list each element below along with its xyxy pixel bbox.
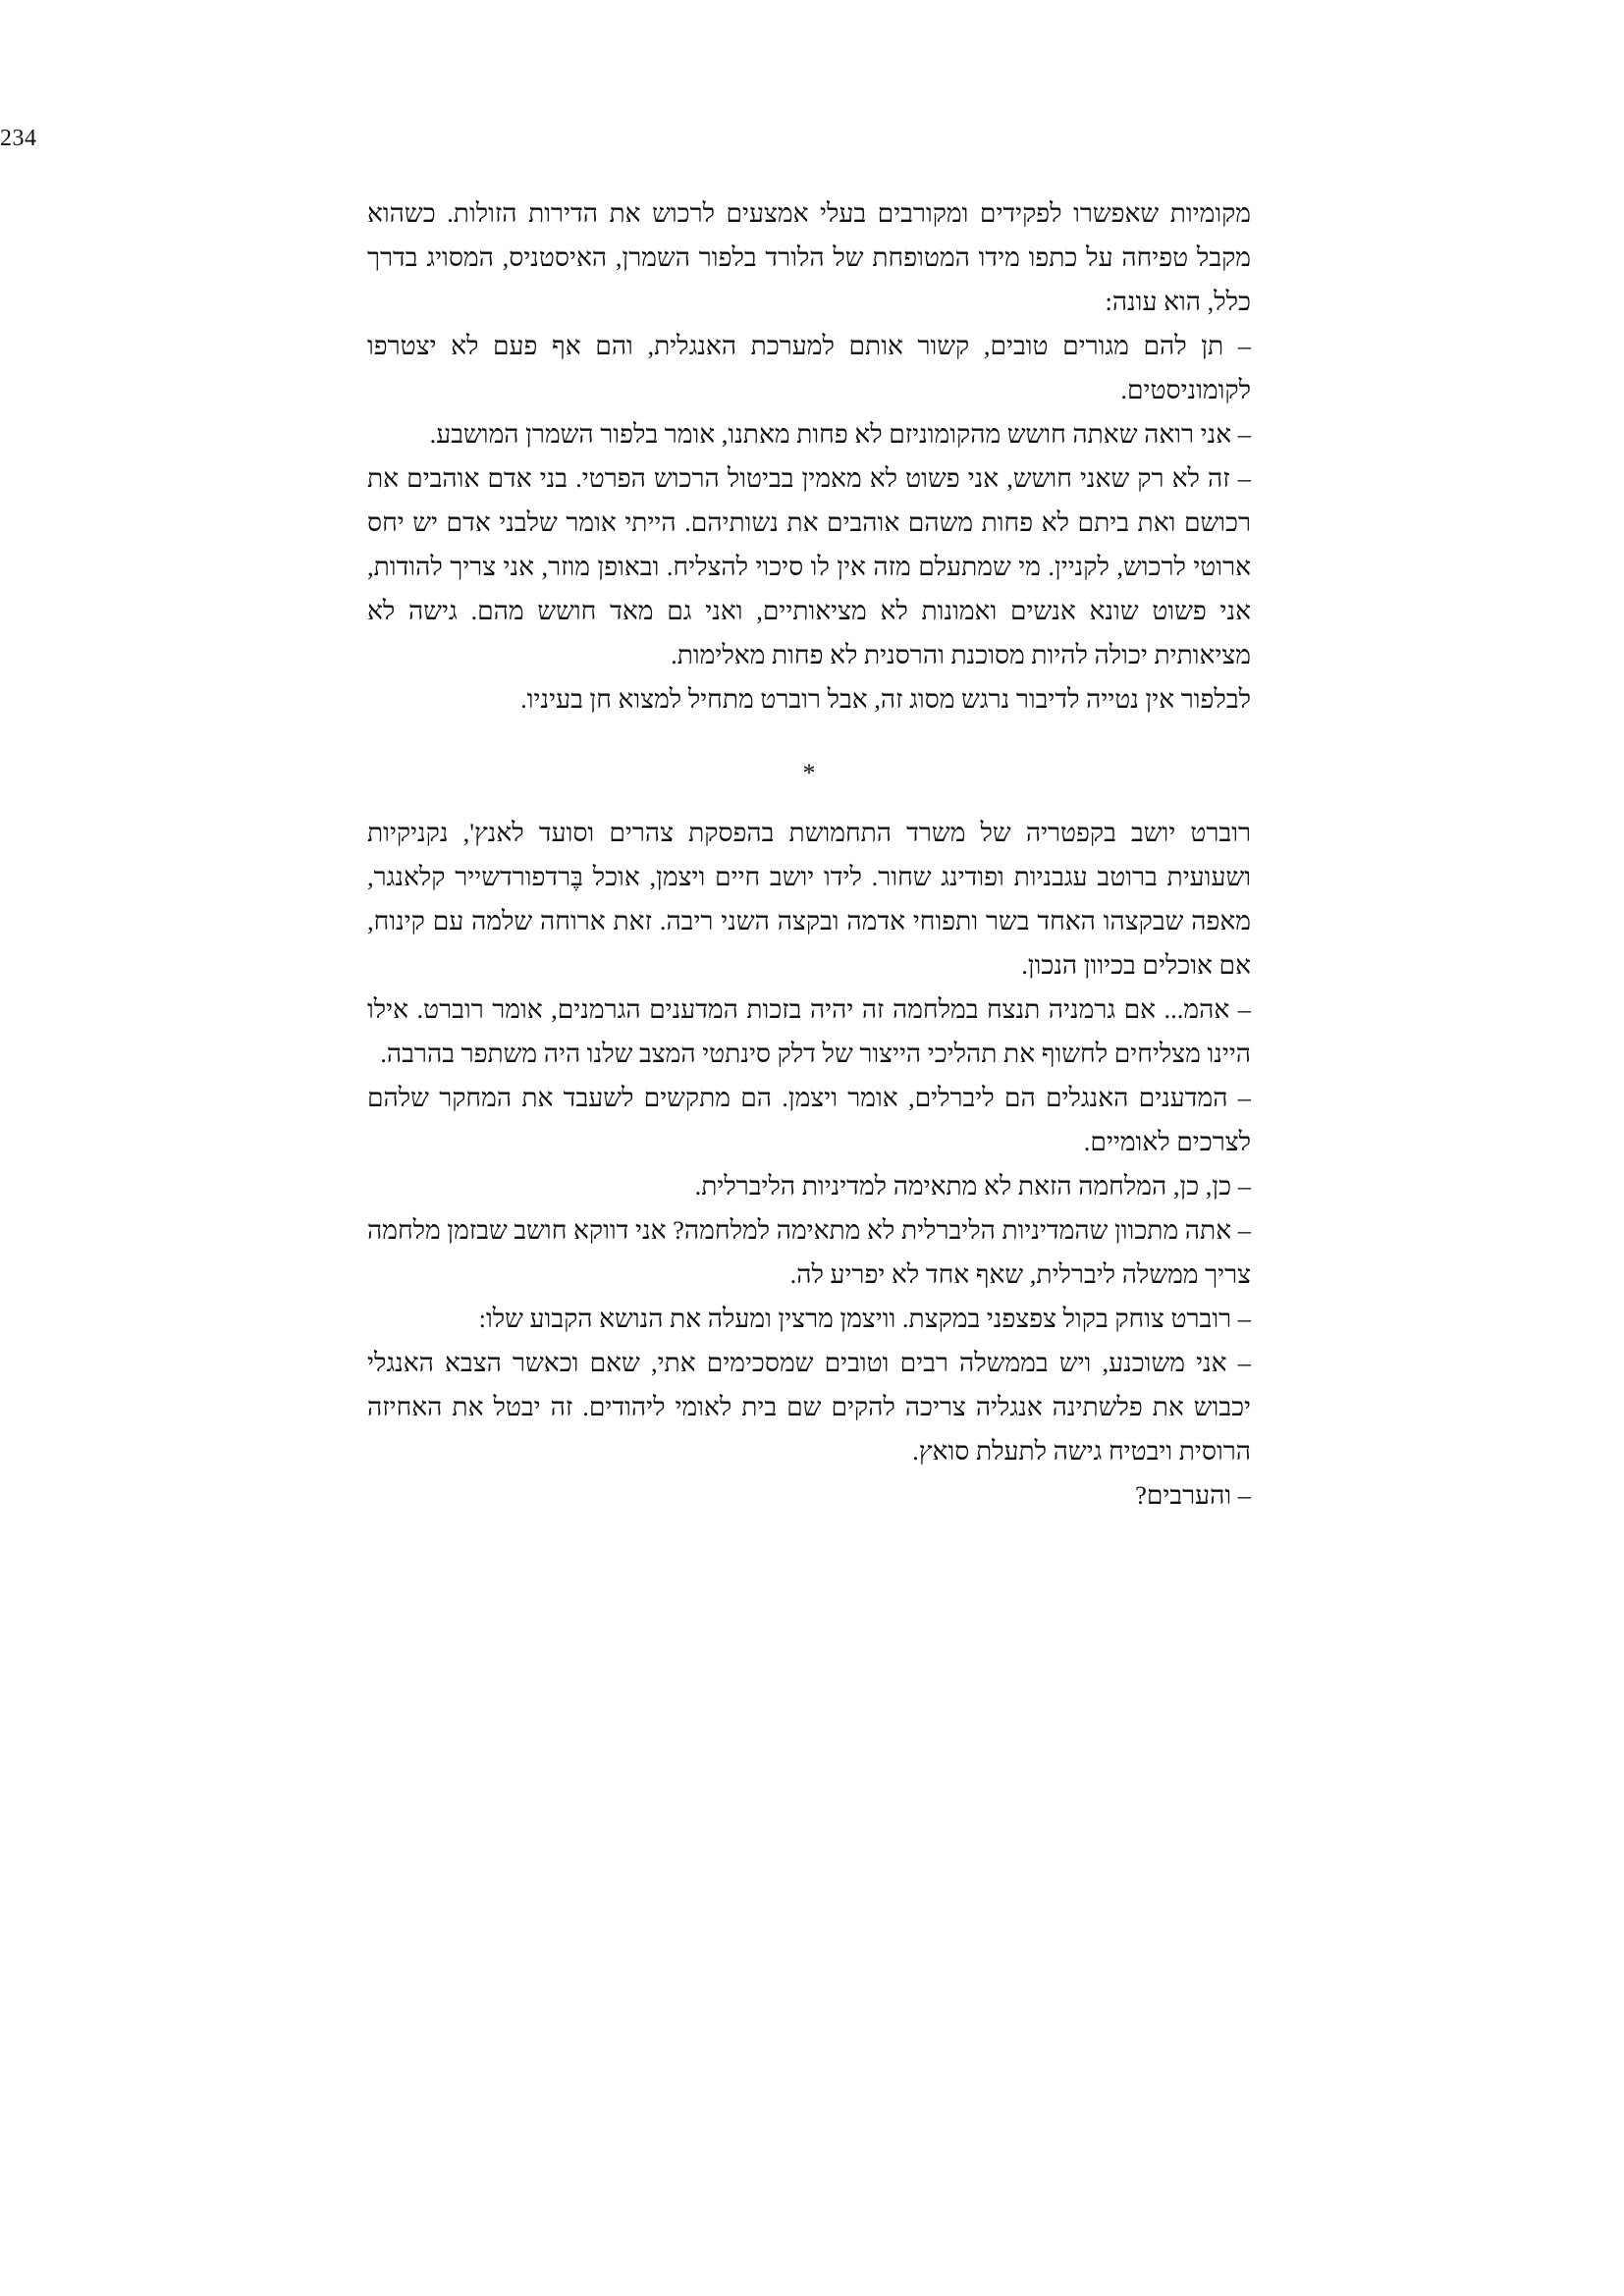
paragraph: – אני משוכנע, ויש בממשלה רבים וטובים שמסכימים אתי, שאם וכאשר הצבא האנגלי יכבוש את פלשתינה אנגליה צריכה להקים שם בית לאומי ליהודים. זה יבטל את האחיזה הרוסית ויבטיח גישה לתעלת סואץ. — [367, 1348, 1251, 1466]
paragraph: – אני רואה שאתה חושש מהקומוניזם לא פחות מאתנו, אומר בלפור השמרן המושבע. — [429, 419, 1251, 449]
paragraph: מקומיות שאפשרו לפקידים ומקורבים בעלי אמצעים לרכוש את הדירות הזולות. כשהוא מקבל טפיחה על כתפו מידו המטופחת של הלורד בלפור השמרן, האיסטניס, המסויג בדרך כלל, הוא עונה: — [367, 198, 1251, 316]
paragraph: – רוברט צוחק בקול צפצפני במקצת. וויצמן מרצין ומעלה את הנושא הקבוע שלו: — [478, 1304, 1251, 1333]
paragraph: – תן להם מגורים טובים, קשור אותם למערכת האנגלית, והם אף פעם לא יצטרפו לקומוניסטים. — [367, 331, 1251, 404]
paragraph: – זה לא רק שאני חושש, אני פשוט לא מאמין בביטול הרכוש הפרטי. בני אדם אוהבים את רכושם ואת ביתם לא פחות משהם אוהבים את נשותיהם. הייתי אומר שלבני אדם יש יחס ארוטי לרכוש, לקניין. מי שמתעלם מזה אין לו סיכוי להצליח. ובאופן מוזר, אני צריך להודות, אני פשוט שונא אנשים ואמונות לא מציאותיים, ואני גם מאד חושש מהם. גישה לא מציאותית יכולה להיות מסוכנת והרסנית לא פחות מאלימות. — [367, 463, 1251, 669]
page-body — [367, 191, 1251, 1518]
paragraph: – כן, כן, המלחמה הזאת לא מתאימה למדיניות הליברלית. — [694, 1171, 1251, 1201]
paragraph: – והערבים? — [1135, 1480, 1251, 1510]
paragraph: לבלפור אין נטייה לדיבור נרגש מסוג זה, אבל רוברט מתחיל למצוא חן בעיניו. — [520, 684, 1251, 714]
paragraph: – אתה מתכוון שהמדיניות הליברלית לא מתאימה למלחמה? אני דווקא חושב שבזמן מלחמה צריך ממשלה ליברלית, שאף אחד לא יפריע לה. — [367, 1215, 1251, 1289]
paragraph: רוברט יושב בקפטריה של משרד התחמושת בהפסקת צהרים וסועד לאנץ', נקניקיות ושעועית ברוטב עגבניות ופודינג שחור. לידו יושב חיים ויצמן, אוכל בֶּרדפורדשייר קלאנגר, מאפה שבקצהו האחד בשר ותפוחי אדמה ובקצה השני ריבה. זאת ארוחה שלמה עם קינוח, אם אוכלים בכיוון הנכון. — [367, 818, 1251, 980]
section-divider: * — [802, 759, 816, 787]
paragraph: – המדענים האנגלים הם ליברלים, אומר ויצמן. הם מתקשים לשעבד את המחקר שלהם לצרכים לאומיים. — [367, 1083, 1251, 1156]
paragraph: – אהמ... אם גרמניה תנצח במלחמה זה יהיה בזכות המדענים הגרמנים, אומר רוברט. אילו היינו מצליחים לחשוף את תהליכי הייצור של דלק סינתטי המצב שלנו היה משתפר בהרבה. — [367, 994, 1251, 1068]
page-number: 234 — [0, 126, 37, 151]
